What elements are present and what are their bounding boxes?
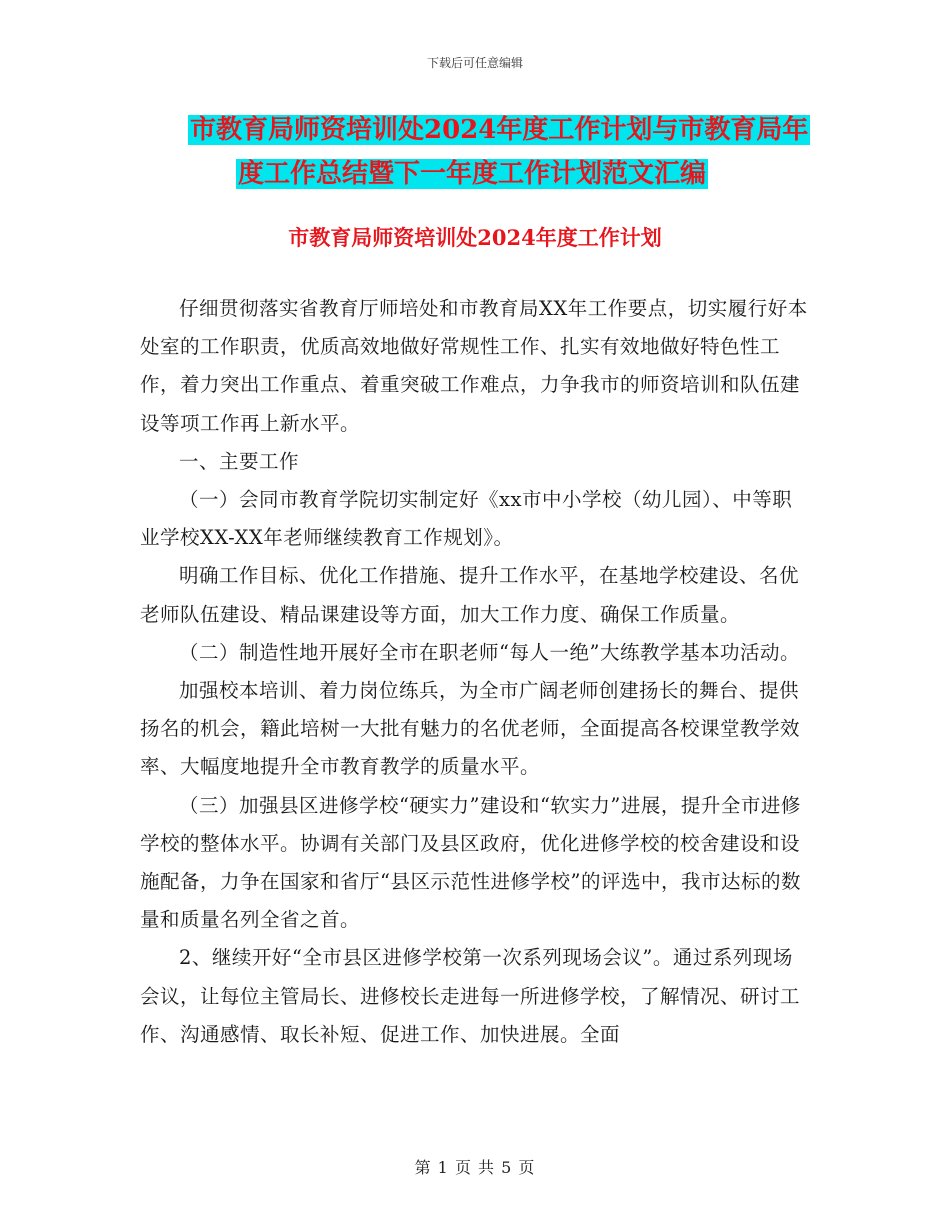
section-title: 市教育局师资培训处2024年度工作计划 bbox=[288, 225, 662, 250]
page-indicator: 第 1 页 共 5 页 bbox=[414, 1158, 536, 1177]
document-body bbox=[140, 290, 812, 1054]
paragraph: （二）制造性地开展好全市在职老师“每人一绝”大练教学基本功活动。 bbox=[179, 640, 800, 664]
paragraph: 加强校本培训、着力岗位练兵，为全市广阔老师创建扬长的舞台、提供扬名的机会，籍此培树一大批有魅力的名优老师，全面提高各校课堂教学效率、大幅度地提升全市教育教学的质量水平。 bbox=[140, 679, 801, 779]
paragraph: 明确工作目标、优化工作措施、提升工作水平，在基地学校建设、名优老师队伍建设、精品课建设等方面，加大工作力度、确保工作质量。 bbox=[140, 564, 800, 626]
title-highlight-1: 市教育局师资培训处2024年度工作计划与市教育局年 bbox=[190, 115, 809, 145]
document-title-line1 bbox=[188, 110, 810, 150]
paragraph: 仔细贯彻落实省教育厅师培处和市教育局XX年工作要点，切实履行好本处室的工作职责，优质高效地做好常规性工作、扎实有效地做好特色性工作，着力突出工作重点、着重突破工作难点，力争我市的师资培训和队伍建设等项工作再上新水平。 bbox=[140, 297, 808, 435]
paragraph: （一）会同市教育学院切实制定好《xx市中小学校（幼儿园）、中等职业学校XX-XX年老师继续教育工作规划》。 bbox=[140, 488, 793, 550]
paragraph: 一、主要工作 bbox=[179, 449, 300, 473]
document-title-line2 bbox=[236, 154, 708, 194]
download-note: 下载后可任意编辑 bbox=[426, 56, 523, 70]
paragraph: 2、继续开好“全市县区进修学校第一次系列现场会议”。通过系列现场会议，让每位主管局长、进修校长走进每一所进修学校，了解情况、研讨工作、沟通感情、取长补短、促进工作、加快进展。全面 bbox=[140, 946, 801, 1046]
paragraph: （三）加强县区进修学校“硬实力”建设和“软实力”进展，提升全市进修学校的整体水平。协调有关部门及县区政府，优化进修学校的校舍建设和设施配备，力争在国家和省厅“县区示范性进修学校”的评选中，我市达标的数量和质量名列全省之首。 bbox=[140, 793, 801, 932]
title-highlight-2: 度工作总结暨下一年度工作计划范文汇编 bbox=[238, 159, 707, 189]
